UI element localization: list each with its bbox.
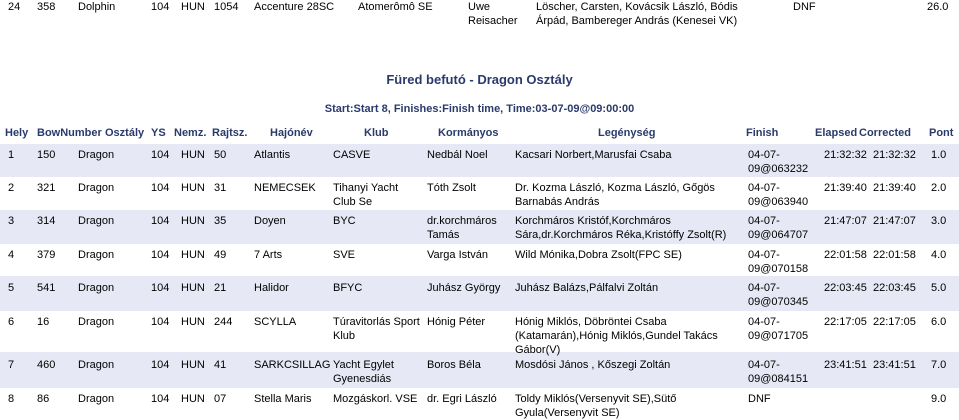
prev-hely: 24 [8,1,21,13]
section-title: Füred befutó - Dragon Osztály [386,72,573,87]
cell-pont: 3.0 [931,215,947,227]
cell-legenyseg: Wild Mónika,Dobra Zsolt(FPC SE) [515,249,682,261]
cell-hely: 1 [8,149,15,161]
cell-bow: 150 [37,149,56,161]
cell-hajonev: Stella Maris [254,393,312,405]
cell-ys: 104 [151,149,170,161]
prev-kormanyos-1: Uwe [468,1,491,13]
cell-pont: 9.0 [931,393,947,405]
cell-elapsed: 23:41:51 [824,359,867,371]
cell-rajtsz: 35 [214,215,227,227]
cell-finish-1: 04-07- [748,215,780,227]
prev-klub: Atomerômô SE [358,1,433,13]
cell-pont: 1.0 [931,149,947,161]
cell-klub: BYC [333,215,356,227]
cell-bow: 460 [37,359,56,371]
cell-elapsed: 22:17:05 [824,316,867,328]
cell-finish-2: 09@084151 [748,373,809,385]
cell-legenyseg: Dr. Kozma László, Kozma László, Gőgös Barnabás András [515,182,715,208]
header-finish: Finish [746,127,779,139]
cell-legenyseg: Mosdósi János , Kőszegi Zoltán [515,359,671,371]
cell-bow: 314 [37,215,56,227]
cell-rajtsz: 21 [214,282,227,294]
cell-elapsed: 22:01:58 [824,249,867,261]
cell-hajonev: SARKCSILLAG [254,359,331,371]
header-kormanyos: Kormányos [438,127,499,139]
header-klub: Klub [364,127,389,139]
header-elapsed: Elapsed [815,127,858,139]
header-legenyseg: Legénység [598,127,656,139]
cell-klub: Túravitorlás Sport Klub [333,316,420,342]
prev-osztaly: Dolphin [78,1,116,13]
prev-pont: 26.0 [927,1,949,13]
cell-pont: 2.0 [931,182,947,194]
cell-finish-1: 04-07- [748,249,780,261]
cell-hajonev: Halidor [254,282,289,294]
cell-kormanyos: Nedbál Noel [427,149,488,161]
cell-bow: 86 [37,393,50,405]
cell-hely: 3 [8,215,15,227]
cell-nemz: HUN [181,393,205,405]
cell-elapsed: 21:32:32 [824,149,867,161]
cell-kormanyos: Hónig Péter [427,316,486,328]
cell-finish-2: 09@070158 [748,263,809,275]
cell-rajtsz: 49 [214,249,227,261]
cell-finish-2: 09@070345 [748,296,809,308]
prev-rajtsz: 1054 [214,1,239,13]
prev-kormanyos-2: Reisacher [468,15,518,27]
cell-corrected: 22:17:05 [873,316,916,328]
cell-nemz: HUN [181,249,205,261]
cell-osztaly: Dragon [78,149,115,161]
cell-corrected: 21:39:40 [873,182,916,194]
cell-ys: 104 [151,316,170,328]
cell-kormanyos: dr.korchmáros Tamás [427,215,497,241]
header-bownumber: BowNumber [37,127,102,139]
cell-corrected: 22:01:58 [873,249,916,261]
cell-legenyseg: Toldy Miklós(Versenyvit SE),Sütő Gyula(Versenyvit SE) [515,393,677,419]
cell-finish-1: 04-07- [748,282,780,294]
cell-finish-2: 09@063940 [748,196,809,208]
cell-hely: 7 [8,359,15,371]
cell-ys: 104 [151,282,170,294]
cell-kormanyos: Juhász György [427,282,501,294]
cell-ys: 104 [151,182,170,194]
cell-pont: 4.0 [931,249,947,261]
cell-corrected: 21:47:07 [873,215,916,227]
cell-klub: SVE [333,249,356,261]
prev-ys: 104 [151,1,170,13]
cell-ys: 104 [151,393,170,405]
cell-bow: 541 [37,282,56,294]
cell-osztaly: Dragon [78,393,115,405]
cell-kormanyos: Tóth Zsolt [427,182,476,194]
cell-bow: 16 [37,316,50,328]
cell-legenyseg: Hónig Miklós, Döbröntei Csaba (Katamarán),Hónig Miklós,Gundel Takács Gábor(V) [515,316,718,356]
cell-elapsed: 22:03:45 [824,282,867,294]
cell-pont: 6.0 [931,316,947,328]
cell-osztaly: Dragon [78,282,115,294]
cell-osztaly: Dragon [78,359,115,371]
cell-osztaly: Dragon [78,215,115,227]
header-hely: Hely [5,127,29,139]
cell-klub: Yacht Egylet Gyenesdiás [333,359,394,385]
cell-kormanyos: Boros Béla [427,359,481,371]
cell-nemz: HUN [181,149,205,161]
cell-bow: 379 [37,249,56,261]
cell-finish-1: 04-07- [748,149,780,161]
cell-osztaly: Dragon [78,316,115,328]
cell-hely: 8 [8,393,15,405]
cell-legenyseg: Juhász Balázs,Pálfalvi Zoltán [515,282,659,294]
header-ys: YS [151,127,166,139]
cell-corrected: 23:41:51 [873,359,916,371]
header-osztaly: Osztály [105,127,145,139]
cell-hajonev: Atlantis [254,149,291,161]
cell-ys: 104 [151,249,170,261]
cell-pont: 5.0 [931,282,947,294]
cell-finish-2: 09@064707 [748,229,809,241]
cell-elapsed: 21:39:40 [824,182,867,194]
cell-kormanyos: Varga István [427,249,488,261]
cell-hajonev: SCYLLA [254,316,297,328]
prev-legenyseg-1: Löscher, Carsten, Kovácsik László, Bódis [536,1,738,13]
cell-nemz: HUN [181,359,205,371]
cell-finish-1: DNF [748,393,771,405]
cell-osztaly: Dragon [78,182,115,194]
cell-nemz: HUN [181,316,205,328]
cell-klub: BFYC [333,282,363,294]
cell-nemz: HUN [181,215,205,227]
cell-pont: 7.0 [931,359,947,371]
cell-hely: 4 [8,249,15,261]
header-nemz: Nemz. [174,127,207,139]
prev-legenyseg-2: Árpád, Bambereger András (Kenesei VK) [536,15,738,27]
header-corrected: Corrected [859,127,911,139]
cell-ys: 104 [151,359,170,371]
prev-bow: 358 [37,1,56,13]
cell-rajtsz: 41 [214,359,227,371]
cell-klub: Tihanyi Yacht Club Se [333,182,399,208]
prev-hajonev: Accenture 28SC [254,1,335,13]
cell-hely: 2 [8,182,15,194]
cell-finish-1: 04-07- [748,182,780,194]
cell-rajtsz: 07 [214,393,227,405]
cell-bow: 321 [37,182,56,194]
cell-finish-1: 04-07- [748,359,780,371]
cell-finish-2: 09@063232 [748,163,809,175]
cell-finish-1: 04-07- [748,316,780,328]
cell-hajonev: Doyen [254,215,286,227]
cell-klub: CASVE [333,149,371,161]
cell-nemz: HUN [181,282,205,294]
start-info: Start:Start 8, Finishes:Finish time, Time:03-07-09@09:00:00 [324,103,635,115]
cell-hajonev: 7 Arts [254,249,283,261]
header-hajonev: Hajónév [270,127,313,139]
cell-corrected: 22:03:45 [873,282,916,294]
cell-elapsed: 21:47:07 [824,215,867,227]
cell-legenyseg: Korchmáros Kristóf,Korchmáros Sára,dr.Korchmáros Réka,Kristóffy Zsolt(R) [515,215,727,241]
prev-finish: DNF [793,1,816,13]
cell-rajtsz: 50 [214,149,227,161]
header-pont: Pont [929,127,954,139]
cell-osztaly: Dragon [78,249,115,261]
prev-nemz: HUN [181,1,205,13]
cell-nemz: HUN [181,182,205,194]
cell-ys: 104 [151,215,170,227]
cell-hely: 6 [8,316,15,328]
cell-hajonev: NEMECSEK [254,182,316,194]
cell-rajtsz: 244 [214,316,233,328]
cell-rajtsz: 31 [214,182,227,194]
cell-finish-2: 09@071705 [748,330,809,342]
cell-kormanyos: dr. Egri László [427,393,497,405]
header-rajtsz: Rajtsz. [212,127,248,139]
cell-hely: 5 [8,282,15,294]
cell-corrected: 21:32:32 [873,149,916,161]
cell-legenyseg: Kacsari Norbert,Marusfai Csaba [515,149,672,161]
cell-klub: Mozgáskorl. VSE [333,393,418,405]
